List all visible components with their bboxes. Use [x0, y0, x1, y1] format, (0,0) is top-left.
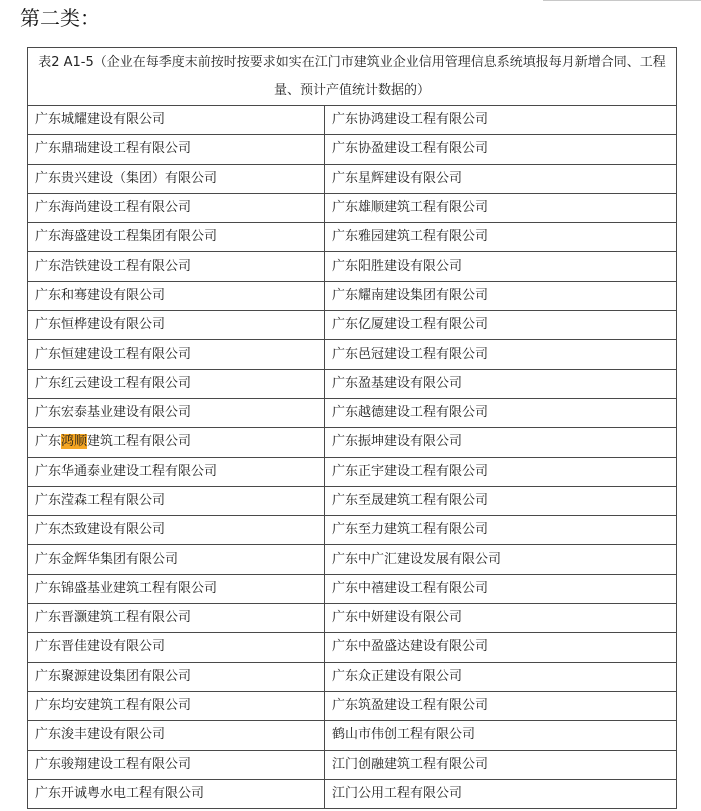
company-cell-right: 江门公用工程有限公司 [325, 779, 677, 808]
table-row [28, 457, 677, 486]
company-cell-right: 广东邑冠建设工程有限公司 [325, 340, 677, 369]
table-row [28, 340, 677, 369]
company-cell-left: 广东恒建建设工程有限公司 [28, 340, 325, 369]
table-row [28, 486, 677, 515]
company-cell-right: 广东协鸿建设工程有限公司 [325, 106, 677, 135]
company-cell-right: 广东中盈盛达建设有限公司 [325, 633, 677, 662]
company-cell-left: 广东恒桦建设有限公司 [28, 311, 325, 340]
company-cell-left: 广东鼎瑞建设工程有限公司 [28, 135, 325, 164]
company-cell-right: 广东星辉建设有限公司 [325, 164, 677, 193]
company-cell-left: 广东晋灏建筑工程有限公司 [28, 604, 325, 633]
caption-row [28, 48, 677, 106]
company-cell-right: 鹤山市伟创工程有限公司 [325, 721, 677, 750]
table-row [28, 106, 677, 135]
table-row [28, 311, 677, 340]
company-cell-right: 广东协盈建设工程有限公司 [325, 135, 677, 164]
company-cell-left: 广东锦盛基业建筑工程有限公司 [28, 574, 325, 603]
company-cell-left [28, 428, 325, 457]
table-row [28, 281, 677, 310]
company-cell-left: 广东海尚建设工程有限公司 [28, 193, 325, 222]
table-row [28, 135, 677, 164]
company-cell-left: 广东晋佳建设有限公司 [28, 633, 325, 662]
table-row [28, 779, 677, 808]
table-row [28, 223, 677, 252]
company-cell-left: 广东贵兴建设（集团）有限公司 [28, 164, 325, 193]
company-cell-right: 广东众正建设有限公司 [325, 662, 677, 691]
company-cell-left: 广东开诚粤水电工程有限公司 [28, 779, 325, 808]
company-cell-right: 广东中妍建设有限公司 [325, 604, 677, 633]
table-row [28, 369, 677, 398]
table-row [28, 164, 677, 193]
company-cell-right: 广东耀南建设集团有限公司 [325, 281, 677, 310]
company-cell-left: 广东华通泰业建设工程有限公司 [28, 457, 325, 486]
search-highlight: 鸿顺 [61, 434, 88, 450]
table-row [28, 604, 677, 633]
company-cell-right: 广东亿厦建设工程有限公司 [325, 311, 677, 340]
company-cell-left: 广东聚源建设集团有限公司 [28, 662, 325, 691]
company-cell-left: 广东浚丰建设有限公司 [28, 721, 325, 750]
company-cell-right: 广东振坤建设有限公司 [325, 428, 677, 457]
company-cell-left: 广东浩铁建设工程有限公司 [28, 252, 325, 281]
table-row [28, 574, 677, 603]
company-cell-right: 广东筑盈建设工程有限公司 [325, 691, 677, 720]
company-cell-left: 广东和骞建设有限公司 [28, 281, 325, 310]
company-cell-left: 广东均安建筑工程有限公司 [28, 691, 325, 720]
company-cell-right: 广东正宇建设工程有限公司 [325, 457, 677, 486]
company-cell-left: 广东城耀建设有限公司 [28, 106, 325, 135]
table-row [28, 252, 677, 281]
table-row [28, 721, 677, 750]
company-cell-left: 广东杰致建设有限公司 [28, 516, 325, 545]
company-cell-right: 广东盈基建设有限公司 [325, 369, 677, 398]
highlight-suffix: 建筑工程有限公司 [87, 434, 192, 450]
section-heading: 第二类： [20, 6, 100, 30]
company-cell-left: 广东骏翔建设工程有限公司 [28, 750, 325, 779]
table-row [28, 691, 677, 720]
table-row [28, 398, 677, 427]
company-cell-right: 广东越德建设工程有限公司 [325, 398, 677, 427]
company-cell-right: 广东中广汇建设发展有限公司 [325, 545, 677, 574]
table-row [28, 545, 677, 574]
company-cell-right: 广东阳胜建设有限公司 [325, 252, 677, 281]
company-table [27, 47, 677, 809]
highlight-prefix: 广东 [35, 434, 62, 450]
company-cell-right: 广东至力建筑工程有限公司 [325, 516, 677, 545]
top-divider [543, 0, 701, 1]
company-cell-right: 广东至晟建筑工程有限公司 [325, 486, 677, 515]
company-cell-left: 广东红云建设工程有限公司 [28, 369, 325, 398]
company-cell-left: 广东海盛建设工程集团有限公司 [28, 223, 325, 252]
table-row [28, 662, 677, 691]
company-cell-left: 广东滢森工程有限公司 [28, 486, 325, 515]
company-cell-right: 广东雄顺建筑工程有限公司 [325, 193, 677, 222]
company-cell-right: 江门创融建筑工程有限公司 [325, 750, 677, 779]
company-cell-left: 广东宏泰基业建设有限公司 [28, 398, 325, 427]
company-cell-right: 广东中禧建设工程有限公司 [325, 574, 677, 603]
table-row [28, 750, 677, 779]
company-cell-left: 广东金辉华集团有限公司 [28, 545, 325, 574]
company-cell-right: 广东雅园建筑工程有限公司 [325, 223, 677, 252]
table-caption: 表2 A1-5（企业在每季度末前按时按要求如实在江门市建筑业企业信用管理信息系统填报每月新增合同、工程量、预计产值统计数据的） [28, 48, 677, 106]
table-row [28, 516, 677, 545]
table-row [28, 633, 677, 662]
table-row [28, 428, 677, 457]
table-row [28, 193, 677, 222]
